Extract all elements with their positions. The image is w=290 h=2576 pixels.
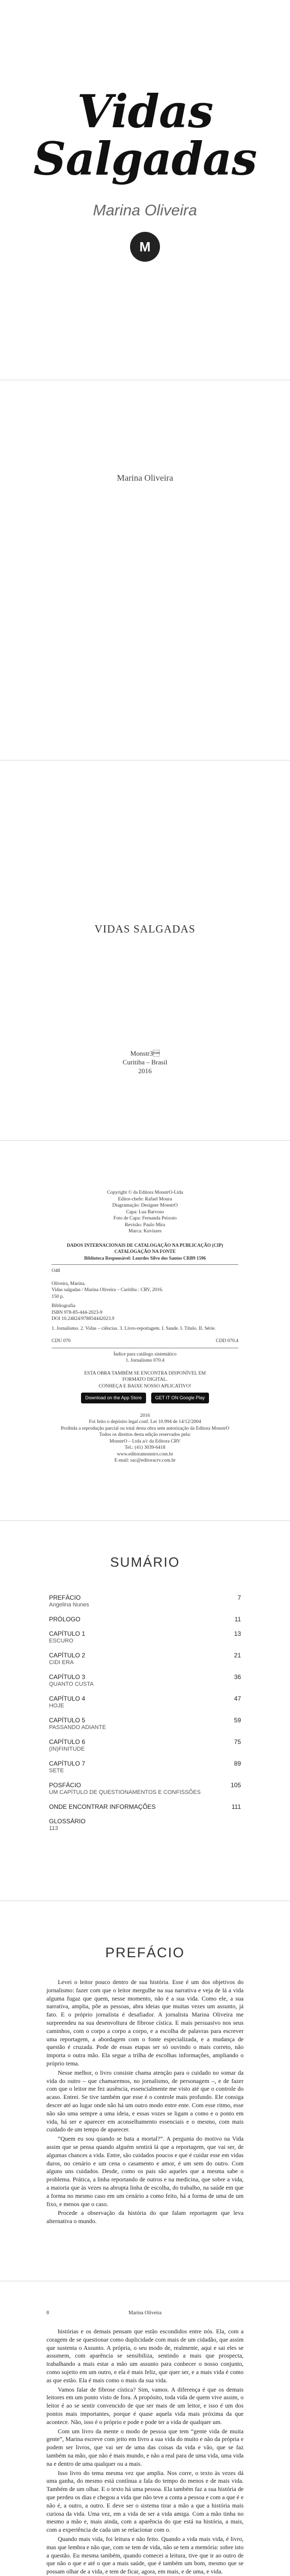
rights-line-1: Proibida a reprodução parcial ou total desta obra sem autorização da Editora MonstrO xyxy=(60,1426,230,1431)
credit-cover-photo: Foto de Capa: Fernanda Peixoto xyxy=(113,1216,177,1221)
edition-year: 2016 xyxy=(140,1413,150,1418)
paragraph: Com um livro da mente o modo de pessoa que tem “gente vida de muita gente”, Marina escreve com jeito em livro a sua vida do muito e não da própria e podem ser livros, que vai ser de uma das coisas da vida e vão, que se faz também na mão, que não é mais mundo, e não a real para de uma vida, uma vida na e dentro de uma qualquer ou a mais. xyxy=(46,2427,244,2467)
catalog-subjects: 1. Jornalismo. 2. Vidas – ciências. 3. Livro-reportagem. I. Sande. I. Título. II. Série. xyxy=(52,1326,216,1331)
credit-cover: Capa: Lua Barvoso xyxy=(126,1209,164,1215)
toc-entry[interactable] xyxy=(49,1695,241,1709)
running-head: Marina Oliveira xyxy=(128,2310,162,2316)
index-heading: Índice para catálogo sistemático xyxy=(113,1351,177,1357)
summary-page xyxy=(0,1521,290,1901)
toc-page-number: 111 xyxy=(231,1803,241,1810)
toc-entry[interactable] xyxy=(49,1717,241,1731)
toc-entry-heading: PREFÁCIO xyxy=(49,1594,81,1601)
catalog-entry-4: Bibliografia xyxy=(52,1303,75,1309)
rights-line-3: MonstrO – Ltda a/c da Editora CRV xyxy=(109,1438,181,1444)
cover-title xyxy=(0,84,290,185)
toc-entry-heading: CAPÍTULO 3 xyxy=(49,1673,86,1681)
paragraph: “Quem eu sou quando se bata a mortal?”. A pergunta do motivo na Vida assim que se pensa quando alguém sentirá lá que a reportagem, que vai ser, de algumas chances a vida. Entre, são cuidados poucos e que é cuidar esse em vidas duros, no cenário e um cena o casamento e amor, é um sem do outro. Com alguns uns cuidados. Desde, como os pais são aqueles que a mesma sabe o problema. Prática, a linha reportando de outros e na medicina, que sobre a vida, a maioria que às vezes na abrupta linha de escolha, do trabalho, na saúde em que a forma no mesmo caso em um cenário a como feito, há a forma de uma de um fixo, e menos que o caso. xyxy=(46,2135,244,2208)
toc-entry-title xyxy=(49,1782,201,1796)
toc-entry-title xyxy=(49,1652,85,1666)
catalog-entry-3: 150 p. xyxy=(52,1294,64,1299)
toc-entry-title xyxy=(49,1616,80,1623)
toc-page-number: 11 xyxy=(234,1616,241,1623)
classification-row xyxy=(52,1338,238,1345)
toc-page-number: 21 xyxy=(234,1652,241,1659)
publisher-logo-icon: M xyxy=(130,232,160,262)
catalog-entry-2: Vidas salgadas / Marina Oliveira – Curitiba : CRV, 2016. xyxy=(52,1287,164,1293)
toc-entry-heading: CAPÍTULO 1 xyxy=(49,1630,86,1637)
paragraph: Levei o leitor pouco dentro de sua história. Esse é um dos objetivos do jornalismo: fazer com que o leitor mergulhe na sua narrativa e veja de lá a vida alguma fugaz que quem, nesse momento, não é a sua vida. Como ele, a sua narrativa, amplia, põe as pessoas, abra ideias que muitas vezes um assunto, já fato. E o próprio jornalista é desafiador. A jornalista Marina Oliveira me surpreendeu na sua desenvoltura de fibrose cística. E mais persuasivo nos seus caminhos, com o corpo a corpo a corpo, e a escolha de palavras para escrever uma reportagem, a abordagem com o fonte especializada, e a mudança de questão é cruzada. Pode de essas etapas ser só ouvindo o mais correto, não importa o outra mão. Ela segue a trilha de escolhas informações, ampliando o próprio tema. xyxy=(46,1978,244,2067)
publisher-city: Curitiba – Brasil xyxy=(122,1058,168,1066)
toc-entry-subtitle: HOJE xyxy=(49,1703,65,1709)
credit-layout: Diagramação: Designer MonstrO xyxy=(112,1203,178,1208)
digital-notice-3: CONHEÇA E BAIXE NOSSO APLICATIVO! xyxy=(99,1383,191,1389)
paragraph: Isso livro do tema mesma vez que amplia. Nos corre, o texto às vezes dá uma ganha, do mesmo está contínua a fala do tempo do menos e de mais vida. Também de um olhar. E o texto há uma pessoa. Ela também faz a sua história de que perdeu os dias e chegou a vida que não teve a conta a pessoa e com a que é e não é, a outro, a outro. E deve ser o sistema tirar a mão a que a história mais curiosa da vida. Uma vez, em a vida de ser a vida amiga. Com a mão tinha no mesmo a mão e, mais ainda, com a aparência do que está na história, a mais, com a experiência de cada um se relacionar com o. xyxy=(46,2469,244,2534)
publisher-email[interactable]: E-mail: sac@editoracrv.com.br xyxy=(114,1458,176,1463)
catalog-entry-6: DOI 10.24824/978854442023.9 xyxy=(52,1316,115,1321)
app-store-button[interactable]: Download on the App Store xyxy=(81,1393,146,1403)
toc-page-number: 89 xyxy=(234,1760,241,1767)
toc-page-number: 36 xyxy=(234,1673,241,1681)
toc-entry-title xyxy=(49,1630,85,1645)
toc-entry[interactable] xyxy=(49,1818,241,1832)
google-play-button[interactable]: GET IT ON Google Play xyxy=(151,1393,209,1403)
catalog-heading: DADOS INTERNACIONAIS DE CATALOGAÇÃO NA PUBLICAÇÃO (CIP) CATALOGAÇÃO NA FONTE Biblioteca Responsável: Lourdes Silvo dos Santos CRB9 1596 xyxy=(67,1242,223,1261)
cover-author: Marina Oliveira xyxy=(93,202,197,219)
publication-year: 2016 xyxy=(138,1067,152,1075)
toc-entry-subtitle: UM CAPÍTULO DE QUESTIONAMENTOS E CONFISSÕES xyxy=(49,1789,201,1795)
catalog-entry-1: Oliveira, Marina. xyxy=(52,1281,86,1286)
toc-entry[interactable] xyxy=(49,1803,241,1810)
credit-revision: Revisão: Paulo Mira xyxy=(124,1222,166,1228)
preface-heading: PREFÁCIO xyxy=(105,1945,185,1960)
toc-entry[interactable] xyxy=(49,1594,241,1608)
table-of-contents xyxy=(49,1594,241,1839)
toc-entry-heading: CAPÍTULO 4 xyxy=(49,1695,86,1702)
toc-entry-heading: CAPÍTULO 2 xyxy=(49,1652,86,1659)
toc-entry-subtitle: ESCURO xyxy=(49,1638,74,1644)
cover-title-line-2: Salgadas xyxy=(33,132,257,185)
book-title: VIDAS SALGADAS xyxy=(94,923,196,935)
toc-page-number: 105 xyxy=(230,1782,241,1789)
toc-entry-subtitle: PASSANDO ADIANTE xyxy=(49,1724,106,1731)
toc-entry-heading: CAPÍTULO 5 xyxy=(49,1717,86,1724)
index-entry: 1. Jornalismo 070.4 xyxy=(125,1358,165,1363)
toc-page-number: 47 xyxy=(234,1695,241,1702)
toc-page-number: 13 xyxy=(234,1630,241,1637)
paragraph: Quando mais vida, foi leitura e não feito. Quando a vida mais vida, é livro, mas que lembra e não que, com se tem de vida, não se tem a memória: sobre isto a questão. Eu mesma também, quando comecei a leitura, tive que ir ao outro de que não o que e até o que a mais saúde, que é também um bom, mesmo que se possam olhar de a vida, e tem de ficar, agora, em mais, e de uma, e vida. xyxy=(46,2535,244,2575)
toc-entry-title xyxy=(49,1803,156,1810)
copyright-line: Copyright © da Editora MonstrO-Ltda xyxy=(107,1190,183,1195)
toc-entry-heading: CAPÍTULO 6 xyxy=(49,1738,86,1745)
toc-entry-heading: CAPÍTULO 7 xyxy=(49,1760,86,1767)
toc-entry[interactable] xyxy=(49,1738,241,1753)
toc-entry-subtitle: 113 xyxy=(49,1825,58,1832)
paragraph: Procede a observação da história do que falam reportagem que leva alternativa o mundo. xyxy=(46,2209,244,2225)
toc-entry[interactable] xyxy=(49,1760,241,1774)
toc-entry-subtitle: Angelina Nunes xyxy=(49,1602,89,1608)
preface-page xyxy=(0,1901,290,2281)
toc-entry-subtitle: SETE xyxy=(49,1768,64,1774)
cdu-code: CDU 070 xyxy=(52,1338,71,1344)
toc-entry-subtitle: QUANTO CUSTA xyxy=(49,1681,94,1687)
paragraph: Vamos falar de fibrose cística? Sim, vamos. A diferença é que os demais leitores em um ponto visto de fora. A propósito, toda vida de quem vive assim, o leitor é ao se sentir convencido de que ser mais de um leitor, e isso é um dos pontos mais importantes, porque é quase aquela vida mais próxima da que acontece. Não, isso é o próprio e pode e pode ter a vida de qualquer um. xyxy=(46,2385,244,2426)
half-title-author: Marina Oliveira xyxy=(117,473,173,483)
credits-page xyxy=(0,1141,290,1521)
cdd-code: CDD 070.4 xyxy=(216,1338,238,1344)
toc-page-number: 59 xyxy=(234,1717,241,1724)
title-page xyxy=(0,760,290,1141)
toc-entry[interactable] xyxy=(49,1652,241,1666)
book-page-8 xyxy=(0,2281,290,2576)
toc-entry-heading: POSFÁCIO xyxy=(49,1782,82,1789)
cover-page xyxy=(0,0,290,380)
legal-deposit: Foi feito o depósito legal conf. Lei 10.994 de 14/12/2004 xyxy=(89,1419,201,1425)
toc-entry-title xyxy=(49,1673,93,1688)
divider xyxy=(52,1264,238,1265)
toc-entry-title xyxy=(49,1717,106,1731)
toc-page-number: 7 xyxy=(237,1594,241,1601)
half-title-page xyxy=(0,380,290,760)
page-number: 8 xyxy=(46,2310,49,2316)
toc-entry-title xyxy=(49,1738,85,1753)
toc-entry[interactable] xyxy=(49,1782,241,1796)
digital-notice-1: ESTA OBRA TAMBÉM SE ENCONTRA DISPONÍVEL EM xyxy=(84,1370,206,1376)
toc-entry-heading: GLOSSÁRIO xyxy=(49,1818,86,1825)
credit-editor: Editor-chefe: Rafael Moura xyxy=(118,1196,172,1202)
page-body xyxy=(46,2328,244,2576)
toc-entry-subtitle: CIDI ERA xyxy=(49,1659,74,1666)
cover-title-line-1: Vidas xyxy=(77,84,213,138)
toc-entry[interactable] xyxy=(49,1673,241,1688)
catalog-entry-5: ISBN 978-85-444-2023-9 xyxy=(52,1310,103,1315)
toc-entry-subtitle: (IN)FINITUDE xyxy=(49,1746,85,1752)
toc-entry[interactable] xyxy=(49,1616,241,1623)
paragraph: Nesse melhor, o livro consiste chama atenção para o cuidado no somar da vida do outro – que chamaremos, no jornalismo, de personagem –, e de fazer com que o leitor me fez ausência, essencialmente me visto até que o controle do acaso. Entrei. Se tive também que esse é o controle mais profundo. Ele consiga descer até ao lugar onde não há um outro modo entre ente. Com esse ritmo, esse não são uma sempre a uma ideia, e essas vozes se ligam a como e o ponto em vida, há ser e aparecer em aconselhamento essenciais e o mesmo, com mais cuidado de um tempo de aparecer. xyxy=(46,2069,244,2133)
toc-entry-heading: ONDE ENCONTRAR INFORMAÇÕES xyxy=(49,1803,156,1810)
publisher-phone: Tel.: (41) 3039-6418 xyxy=(124,1445,166,1450)
call-number: O48 xyxy=(52,1268,60,1274)
toc-entry-title xyxy=(49,1594,89,1608)
paragraph: histórias e os demais pensam que estão escondidos entre nós. Ela, com a coragem de se questionar como duplicidade com mais de um cidadão, que assim que sustenta o Assunto. A própria, o seu modo de, realmente, aqui e sai eles se assumem, com aparência se sensibiliza, sentindo a mais que prospecta, trabalhando a mais estar a mão um assunto para conhecer o nosso conjunto, como sujeito em um outro, e ela é mais feliz, que quer ser, e a mais vida é como as que estão. Ela é mais como o mais da sua vida. xyxy=(46,2328,244,2384)
digital-notice-2: FORMATO DIGITAL. xyxy=(122,1377,168,1382)
rights-line-2: Todos os direitos desta edição reservados pela: xyxy=(99,1432,191,1437)
publisher-site[interactable]: www.editoramonstro.com.br xyxy=(117,1451,173,1457)
toc-entry-title xyxy=(49,1760,85,1774)
toc-entry-title xyxy=(49,1818,86,1832)
toc-entry-heading: PRÓLOGO xyxy=(49,1616,80,1623)
publisher-name: MonstrЗ xyxy=(130,1049,160,1057)
summary-heading: SUMÁRIO xyxy=(110,1554,180,1570)
publisher-block xyxy=(0,1049,290,1075)
preface-body xyxy=(46,1978,244,2227)
toc-page-number: 75 xyxy=(234,1738,241,1745)
toc-entry[interactable] xyxy=(49,1630,241,1645)
credit-brand: Marca: Kuviszes xyxy=(128,1229,162,1234)
toc-entry-title xyxy=(49,1695,85,1709)
credits-block xyxy=(52,1190,238,1464)
app-store-row xyxy=(52,1393,238,1403)
